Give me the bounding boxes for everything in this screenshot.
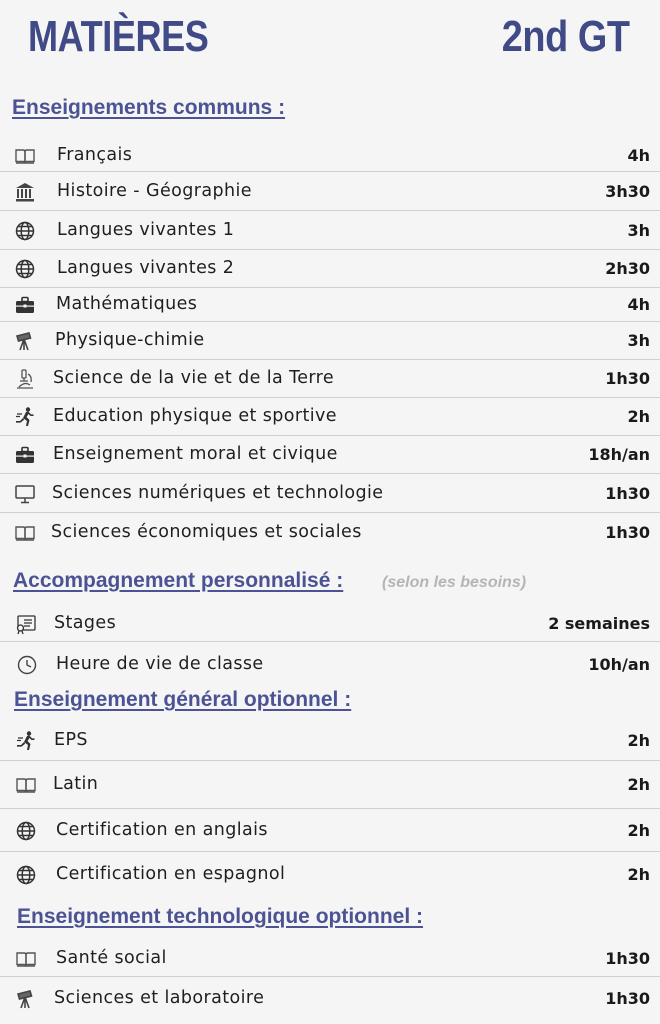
subject-row	[0, 398, 660, 436]
subject-row	[0, 360, 660, 398]
level-badge: 2nd GT	[502, 12, 630, 61]
microscope-icon	[14, 368, 36, 390]
subject-hours: 3h30	[605, 182, 650, 201]
subject-label: Histoire - Géographie	[57, 181, 252, 201]
subject-hours: 1h30	[605, 369, 650, 388]
section-title-techno-optionnel: Enseignement technologique optionnel :	[17, 905, 424, 928]
subject-label: Français	[57, 145, 133, 165]
subject-hours: 4h	[627, 295, 650, 314]
globe-icon	[15, 864, 37, 886]
subject-label: Sciences et laboratoire	[54, 988, 265, 1008]
runner-icon	[15, 730, 37, 752]
subject-row	[0, 172, 660, 211]
subject-row	[0, 474, 660, 513]
subject-row	[0, 436, 660, 474]
section-note: (selon les besoins)	[382, 574, 527, 591]
subject-hours: 2h	[627, 821, 650, 840]
book-icon	[14, 145, 36, 167]
subject-hours: 2 semaines	[548, 614, 650, 633]
subject-label: Sciences économiques et sociales	[51, 522, 362, 542]
subject-label: EPS	[54, 730, 88, 750]
subject-row	[0, 761, 660, 809]
subject-hours: 1h30	[605, 989, 650, 1008]
subject-label: Sciences numériques et technologie	[52, 483, 384, 503]
section-title-general-optionnel: Enseignement général optionnel :	[14, 688, 352, 711]
subject-label: Certification en anglais	[56, 820, 268, 840]
subject-hours: 3h	[627, 331, 650, 350]
subject-row	[0, 211, 660, 250]
subject-row	[0, 977, 660, 1021]
subject-hours: 2h	[627, 407, 650, 426]
subject-hours: 10h/an	[588, 655, 650, 674]
subject-row	[0, 139, 660, 172]
page-title: MATIÈRES	[28, 12, 209, 61]
certificate-icon	[15, 613, 37, 635]
subject-hours: 18h/an	[588, 445, 650, 464]
subject-hours: 1h30	[605, 484, 650, 503]
subject-hours: 3h	[627, 221, 650, 240]
book-icon	[15, 948, 37, 970]
book-icon	[15, 774, 37, 796]
museum-icon	[14, 181, 36, 203]
runner-icon	[14, 406, 36, 428]
subject-label: Langues vivantes 1	[57, 220, 235, 240]
subject-label: Certification en espagnol	[56, 864, 286, 884]
subject-label: Stages	[54, 613, 117, 633]
subject-label: Santé social	[56, 948, 167, 968]
globe-icon	[14, 258, 36, 280]
subject-row	[0, 513, 660, 553]
subject-row	[0, 852, 660, 898]
briefcase-icon	[14, 294, 36, 316]
subject-hours: 4h	[627, 146, 650, 165]
subject-row	[0, 250, 660, 288]
telescope-icon	[14, 330, 36, 352]
subject-row	[0, 605, 660, 642]
clock-icon	[16, 654, 38, 676]
subject-label: Physique-chimie	[55, 330, 205, 350]
subject-hours: 2h	[627, 775, 650, 794]
subject-hours: 2h	[627, 865, 650, 884]
subject-row	[0, 288, 660, 322]
globe-icon	[15, 820, 37, 842]
section-title-communs: Enseignements communs :	[12, 96, 286, 119]
subject-label: Latin	[53, 774, 99, 794]
monitor-icon	[14, 483, 36, 505]
subject-row	[0, 642, 660, 688]
book-icon	[14, 522, 36, 544]
subject-label: Enseignement moral et civique	[53, 444, 338, 464]
globe-icon	[14, 220, 36, 242]
subject-label: Langues vivantes 2	[57, 258, 235, 278]
subject-label: Mathématiques	[56, 294, 198, 314]
subject-row	[0, 941, 660, 977]
briefcase-icon	[14, 444, 36, 466]
subject-row	[0, 720, 660, 761]
subject-hours: 2h	[627, 731, 650, 750]
subject-label: Science de la vie et de la Terre	[53, 368, 335, 388]
section-title-accompagnement: Accompagnement personnalisé :	[13, 569, 344, 592]
subject-row	[0, 322, 660, 360]
subject-label: Education physique et sportive	[53, 406, 337, 426]
telescope-icon	[15, 988, 37, 1010]
subject-hours: 1h30	[605, 523, 650, 542]
subject-label: Heure de vie de classe	[56, 654, 264, 674]
subject-hours: 1h30	[605, 949, 650, 968]
subject-row	[0, 809, 660, 852]
subject-hours: 2h30	[605, 259, 650, 278]
